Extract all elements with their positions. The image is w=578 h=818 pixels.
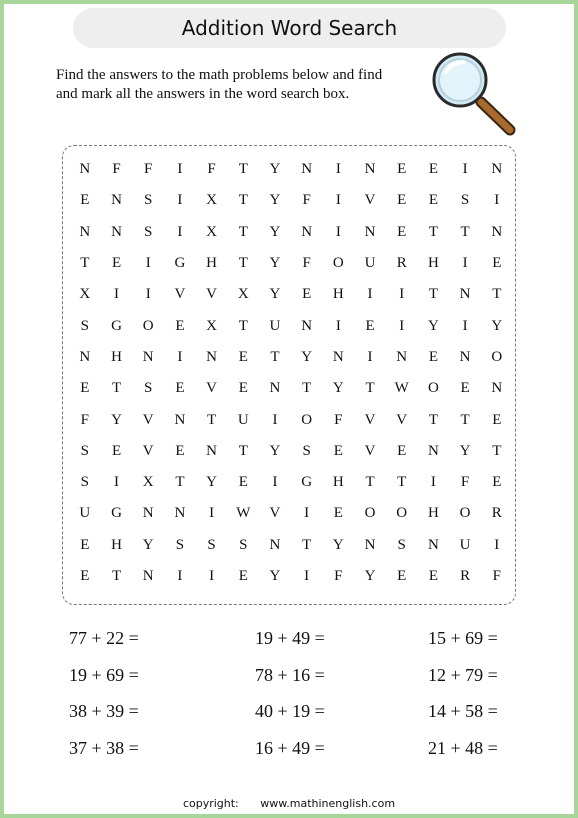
grid-letter[interactable]: T bbox=[238, 255, 248, 272]
grid-letter[interactable]: E bbox=[238, 474, 248, 491]
grid-letter[interactable]: F bbox=[334, 568, 343, 584]
grid-letter[interactable]: N bbox=[491, 380, 503, 397]
grid-letter[interactable]: I bbox=[430, 474, 436, 491]
grid-letter[interactable]: R bbox=[460, 568, 471, 584]
grid-letter[interactable]: E bbox=[428, 161, 438, 178]
grid-letter[interactable]: N bbox=[301, 223, 313, 240]
grid-row bbox=[69, 404, 513, 435]
grid-letter[interactable]: E bbox=[365, 317, 375, 334]
grid-row bbox=[69, 154, 513, 185]
grid-letter[interactable]: F bbox=[207, 161, 216, 178]
grid-letter[interactable]: S bbox=[144, 192, 153, 209]
copyright-label: copyright: bbox=[182, 797, 239, 810]
grid-letter[interactable]: Y bbox=[269, 192, 281, 209]
grid-letter[interactable]: N bbox=[142, 348, 154, 365]
grid-row bbox=[69, 561, 513, 592]
grid-letter[interactable]: Y bbox=[491, 317, 503, 334]
grid-letter[interactable]: N bbox=[491, 161, 503, 178]
grid-letter[interactable]: I bbox=[145, 255, 151, 272]
grid-letter[interactable]: I bbox=[304, 568, 310, 584]
grid-letter[interactable]: V bbox=[364, 411, 376, 428]
grid-letter[interactable]: T bbox=[492, 286, 502, 303]
grid-letter[interactable]: S bbox=[80, 474, 90, 491]
grid-letter[interactable]: T bbox=[207, 411, 217, 428]
grid-letter[interactable]: E bbox=[80, 536, 90, 553]
grid-letter[interactable]: I bbox=[399, 286, 405, 303]
grid-letter[interactable]: H bbox=[111, 536, 122, 553]
grid-letter[interactable]: G bbox=[111, 317, 122, 334]
grid-letter[interactable]: S bbox=[144, 223, 153, 240]
grid-letter[interactable]: H bbox=[427, 255, 439, 272]
grid-letter[interactable]: X bbox=[206, 192, 218, 209]
grid-letter[interactable]: E bbox=[80, 192, 90, 209]
grid-letter[interactable]: I bbox=[335, 161, 341, 178]
grid-letter[interactable]: O bbox=[364, 505, 376, 522]
grid-letter[interactable]: I bbox=[114, 286, 120, 303]
grid-letter[interactable]: I bbox=[177, 223, 183, 240]
grid-letter[interactable]: V bbox=[396, 411, 408, 428]
grid-letter[interactable]: E bbox=[397, 223, 407, 240]
grid-letter[interactable]: N bbox=[301, 317, 313, 334]
problem-row bbox=[0, 701, 578, 738]
grid-row bbox=[69, 342, 513, 373]
grid-letter[interactable]: N bbox=[427, 442, 439, 459]
grid-letter[interactable]: Y bbox=[269, 286, 281, 303]
grid-letter[interactable]: T bbox=[238, 223, 248, 240]
grid-letter[interactable]: N bbox=[142, 568, 154, 584]
grid-letter[interactable]: T bbox=[111, 380, 122, 397]
grid-letter[interactable]: S bbox=[144, 380, 153, 397]
grid-letter[interactable]: U bbox=[269, 317, 281, 334]
grid-letter[interactable]: T bbox=[428, 223, 438, 240]
grid-letter[interactable]: T bbox=[302, 536, 312, 553]
problem-row bbox=[0, 738, 578, 775]
grid-row bbox=[69, 530, 513, 561]
grid-letter[interactable]: E bbox=[492, 474, 502, 491]
grid-row bbox=[69, 436, 513, 467]
grid-letter[interactable]: S bbox=[460, 192, 470, 209]
grid-letter[interactable]: U bbox=[79, 505, 91, 522]
grid-letter[interactable]: F bbox=[112, 161, 121, 178]
math-problem: 21 + 48 = bbox=[428, 737, 498, 758]
math-problem: 19 + 49 = bbox=[255, 628, 325, 648]
grid-letter[interactable]: E bbox=[397, 161, 407, 178]
grid-letter[interactable]: Y bbox=[269, 161, 281, 178]
grid-letter[interactable]: V bbox=[206, 286, 218, 303]
math-problem: 37 + 38 = bbox=[69, 737, 139, 758]
grid-letter[interactable]: E bbox=[238, 348, 248, 365]
grid-letter[interactable]: I bbox=[335, 317, 341, 334]
grid-letter[interactable]: I bbox=[399, 317, 405, 334]
grid-letter[interactable]: Y bbox=[206, 474, 218, 491]
grid-letter[interactable]: Y bbox=[364, 568, 376, 584]
grid-letter[interactable]: G bbox=[174, 255, 186, 272]
grid-letter[interactable]: N bbox=[206, 442, 218, 459]
grid-letter[interactable]: E bbox=[492, 411, 502, 428]
grid-letter[interactable]: I bbox=[335, 192, 341, 209]
grid-letter[interactable]: V bbox=[269, 505, 281, 522]
grid-letter[interactable]: E bbox=[175, 380, 185, 397]
grid-letter[interactable]: E bbox=[397, 192, 407, 209]
math-problem: 15 + 69 = bbox=[428, 628, 498, 648]
math-problem: 78 + 16 = bbox=[255, 664, 325, 685]
grid-letter[interactable]: I bbox=[304, 505, 310, 522]
copyright-url: www.mathinenglish.com bbox=[260, 797, 396, 810]
grid-letter[interactable]: E bbox=[333, 505, 343, 522]
grid-letter[interactable]: R bbox=[396, 255, 407, 272]
grid-letter[interactable]: E bbox=[111, 442, 122, 459]
problem-row bbox=[0, 628, 578, 665]
grid-letter[interactable]: I bbox=[494, 536, 500, 553]
grid-letter[interactable]: T bbox=[111, 568, 122, 584]
grid-letter[interactable]: T bbox=[80, 255, 90, 272]
grid-letter[interactable]: N bbox=[111, 192, 122, 209]
grid-letter[interactable]: N bbox=[269, 536, 281, 553]
grid-letter[interactable]: Y bbox=[269, 255, 281, 272]
grid-letter[interactable]: N bbox=[269, 380, 281, 397]
grid-letter[interactable]: T bbox=[428, 286, 438, 303]
grid-letter[interactable]: T bbox=[238, 161, 248, 178]
grid-letter[interactable]: I bbox=[367, 348, 373, 365]
grid-letter[interactable]: I bbox=[177, 161, 183, 178]
grid-letter[interactable]: T bbox=[270, 348, 280, 365]
math-problem: 19 + 69 = bbox=[69, 664, 139, 685]
grid-letter[interactable]: N bbox=[79, 223, 91, 240]
grid-letter[interactable]: E bbox=[428, 348, 438, 365]
grid-letter[interactable]: T bbox=[428, 411, 438, 428]
grid-letter[interactable]: N bbox=[364, 161, 376, 178]
grid-row bbox=[69, 248, 513, 279]
grid-letter[interactable]: Y bbox=[332, 380, 344, 397]
grid-letter[interactable]: Y bbox=[332, 536, 344, 553]
grid-letter[interactable]: X bbox=[142, 474, 154, 491]
grid-letter[interactable]: I bbox=[462, 317, 468, 334]
grid-letter[interactable]: V bbox=[142, 442, 154, 459]
grid-letter[interactable]: W bbox=[236, 505, 251, 522]
grid-row bbox=[69, 498, 513, 529]
grid-letter[interactable]: I bbox=[494, 192, 500, 209]
math-problem: 40 + 19 = bbox=[255, 701, 325, 721]
grid-letter[interactable]: H bbox=[206, 255, 218, 272]
math-problem: 38 + 39 = bbox=[69, 701, 139, 721]
grid-letter[interactable]: O bbox=[142, 317, 154, 334]
grid-letter[interactable]: S bbox=[239, 536, 248, 553]
grid-letter[interactable]: N bbox=[332, 348, 344, 365]
grid-letter[interactable]: N bbox=[174, 411, 186, 428]
grid-letter[interactable]: T bbox=[238, 442, 248, 459]
grid-letter[interactable]: F bbox=[302, 192, 311, 209]
grid-letter[interactable]: E bbox=[333, 442, 343, 459]
grid-letter[interactable]: X bbox=[206, 317, 218, 334]
grid-letter[interactable]: U bbox=[237, 411, 249, 428]
grid-letter[interactable]: I bbox=[367, 286, 373, 303]
grid-letter[interactable]: T bbox=[302, 380, 312, 397]
grid-letter[interactable]: S bbox=[80, 442, 90, 459]
grid-letter[interactable]: Y bbox=[269, 442, 281, 459]
grid-letter[interactable]: V bbox=[364, 442, 376, 459]
grid-row bbox=[69, 310, 513, 341]
grid-letter[interactable]: O bbox=[332, 255, 344, 272]
grid-letter[interactable]: N bbox=[459, 286, 471, 303]
grid-letter[interactable]: O bbox=[301, 411, 313, 428]
grid-letter[interactable]: E bbox=[492, 255, 502, 272]
grid-row bbox=[69, 373, 513, 404]
grid-letter[interactable]: F bbox=[144, 161, 153, 178]
grid-letter[interactable]: O bbox=[459, 505, 471, 522]
grid-letter[interactable]: R bbox=[491, 505, 502, 522]
grid-letter[interactable]: S bbox=[302, 442, 311, 459]
grid-letter[interactable]: N bbox=[301, 161, 313, 178]
grid-letter[interactable]: Y bbox=[459, 442, 471, 459]
grid-letter[interactable]: I bbox=[462, 255, 468, 272]
grid-letter[interactable]: N bbox=[79, 161, 91, 178]
grid-letter[interactable]: V bbox=[142, 411, 154, 428]
grid-letter[interactable]: H bbox=[332, 474, 344, 491]
grid-letter[interactable]: N bbox=[459, 348, 471, 365]
grid-letter[interactable]: T bbox=[460, 223, 470, 240]
grid-letter[interactable]: Y bbox=[269, 568, 281, 584]
grid-letter[interactable]: N bbox=[364, 536, 376, 553]
magnifying-glass-icon bbox=[426, 50, 518, 140]
grid-letter[interactable]: I bbox=[177, 348, 183, 365]
grid-letter[interactable]: N bbox=[491, 223, 503, 240]
grid-letter[interactable]: S bbox=[397, 536, 406, 553]
grid-letter[interactable]: N bbox=[79, 348, 91, 365]
grid-letter[interactable]: I bbox=[462, 161, 468, 178]
grid-letter[interactable]: Y bbox=[111, 411, 122, 428]
grid-letter[interactable]: O bbox=[491, 348, 503, 365]
grid-letter[interactable]: H bbox=[427, 505, 439, 522]
grid-letter[interactable]: I bbox=[177, 192, 183, 209]
grid-letter[interactable]: W bbox=[394, 380, 409, 397]
problem-row bbox=[0, 665, 578, 702]
grid-letter[interactable]: H bbox=[111, 348, 122, 365]
grid-letter[interactable]: T bbox=[175, 474, 185, 491]
grid-letter[interactable]: T bbox=[460, 411, 470, 428]
grid-letter[interactable]: E bbox=[460, 380, 470, 397]
grid-letter[interactable]: X bbox=[79, 286, 91, 303]
grid-letter[interactable]: V bbox=[206, 380, 218, 397]
grid-letter[interactable]: N bbox=[174, 505, 186, 522]
grid-letter[interactable]: E bbox=[428, 192, 438, 209]
grid-letter[interactable]: T bbox=[365, 380, 375, 397]
math-problem: 77 + 22 = bbox=[69, 628, 139, 648]
grid-letter[interactable]: E bbox=[397, 568, 407, 584]
math-problems bbox=[0, 628, 578, 774]
grid-letter[interactable]: E bbox=[175, 442, 185, 459]
footer bbox=[0, 797, 578, 810]
grid-letter[interactable]: N bbox=[427, 536, 439, 553]
grid-letter[interactable]: T bbox=[492, 442, 502, 459]
grid-letter[interactable]: E bbox=[397, 442, 407, 459]
grid-letter[interactable]: F bbox=[80, 411, 90, 428]
grid-letter[interactable]: V bbox=[174, 286, 186, 303]
grid-letter[interactable]: E bbox=[238, 380, 248, 397]
grid-letter[interactable]: S bbox=[207, 536, 216, 553]
grid-letter[interactable]: I bbox=[335, 223, 341, 240]
grid-letter[interactable]: F bbox=[460, 474, 470, 491]
grid-letter[interactable]: T bbox=[238, 192, 248, 209]
grid-letter[interactable]: I bbox=[272, 411, 278, 428]
instructions bbox=[56, 66, 436, 104]
grid-letter[interactable]: T bbox=[238, 317, 248, 334]
grid-letter[interactable]: Y bbox=[301, 348, 313, 365]
grid-letter[interactable]: E bbox=[428, 568, 438, 584]
grid-letter[interactable]: X bbox=[237, 286, 249, 303]
grid-letter[interactable]: N bbox=[396, 348, 408, 365]
grid-letter[interactable]: N bbox=[142, 505, 154, 522]
grid-letter[interactable]: F bbox=[492, 568, 501, 584]
grid-letter[interactable]: V bbox=[364, 192, 376, 209]
grid-letter[interactable]: G bbox=[111, 505, 122, 522]
grid-letter[interactable]: S bbox=[80, 317, 90, 334]
grid-letter[interactable]: N bbox=[206, 348, 218, 365]
grid-letter[interactable]: E bbox=[80, 568, 90, 584]
grid-row bbox=[69, 467, 513, 498]
grid-letter[interactable]: F bbox=[302, 255, 311, 272]
page-title: Addition Word Search bbox=[73, 8, 506, 48]
grid-letter[interactable]: I bbox=[272, 474, 278, 491]
grid-letter[interactable]: I bbox=[177, 568, 183, 584]
grid-letter[interactable]: F bbox=[334, 411, 343, 428]
math-problem: 16 + 49 = bbox=[255, 737, 325, 758]
grid-letter[interactable]: O bbox=[427, 380, 439, 397]
math-problem: 12 + 79 = bbox=[428, 664, 498, 685]
grid-letter[interactable]: U bbox=[459, 536, 471, 553]
grid-letter[interactable]: N bbox=[111, 223, 122, 240]
grid-letter[interactable]: Y bbox=[427, 317, 439, 334]
grid-letter[interactable]: E bbox=[111, 255, 122, 272]
grid-letter[interactable]: I bbox=[145, 286, 151, 303]
grid-letter[interactable]: I bbox=[209, 505, 215, 522]
grid-letter[interactable]: E bbox=[175, 317, 185, 334]
word-search-grid bbox=[69, 154, 513, 592]
instructions-line-2: and mark all the answers in the word search box. bbox=[56, 86, 350, 102]
grid-letter[interactable]: S bbox=[175, 536, 185, 553]
grid-letter[interactable]: X bbox=[206, 223, 218, 240]
grid-letter[interactable]: E bbox=[238, 568, 248, 584]
grid-row bbox=[69, 185, 513, 216]
grid-row bbox=[69, 217, 513, 248]
grid-letter[interactable]: E bbox=[80, 380, 90, 397]
grid-row bbox=[69, 279, 513, 310]
grid-letter[interactable]: I bbox=[209, 568, 215, 584]
grid-letter[interactable]: G bbox=[301, 474, 313, 491]
grid-letter[interactable]: O bbox=[396, 505, 408, 522]
grid-letter[interactable]: N bbox=[364, 223, 376, 240]
grid-letter[interactable]: H bbox=[332, 286, 344, 303]
grid-letter[interactable]: T bbox=[397, 474, 407, 491]
grid-letter[interactable]: T bbox=[365, 474, 375, 491]
grid-letter[interactable]: U bbox=[364, 255, 376, 272]
grid-letter[interactable]: Y bbox=[269, 223, 281, 240]
grid-letter[interactable]: I bbox=[114, 474, 120, 491]
math-problem: 14 + 58 = bbox=[428, 701, 498, 721]
grid-letter[interactable]: Y bbox=[142, 536, 154, 553]
grid-letter[interactable]: E bbox=[302, 286, 312, 303]
instructions-line-1: Find the answers to the math problems below and find bbox=[56, 67, 383, 83]
